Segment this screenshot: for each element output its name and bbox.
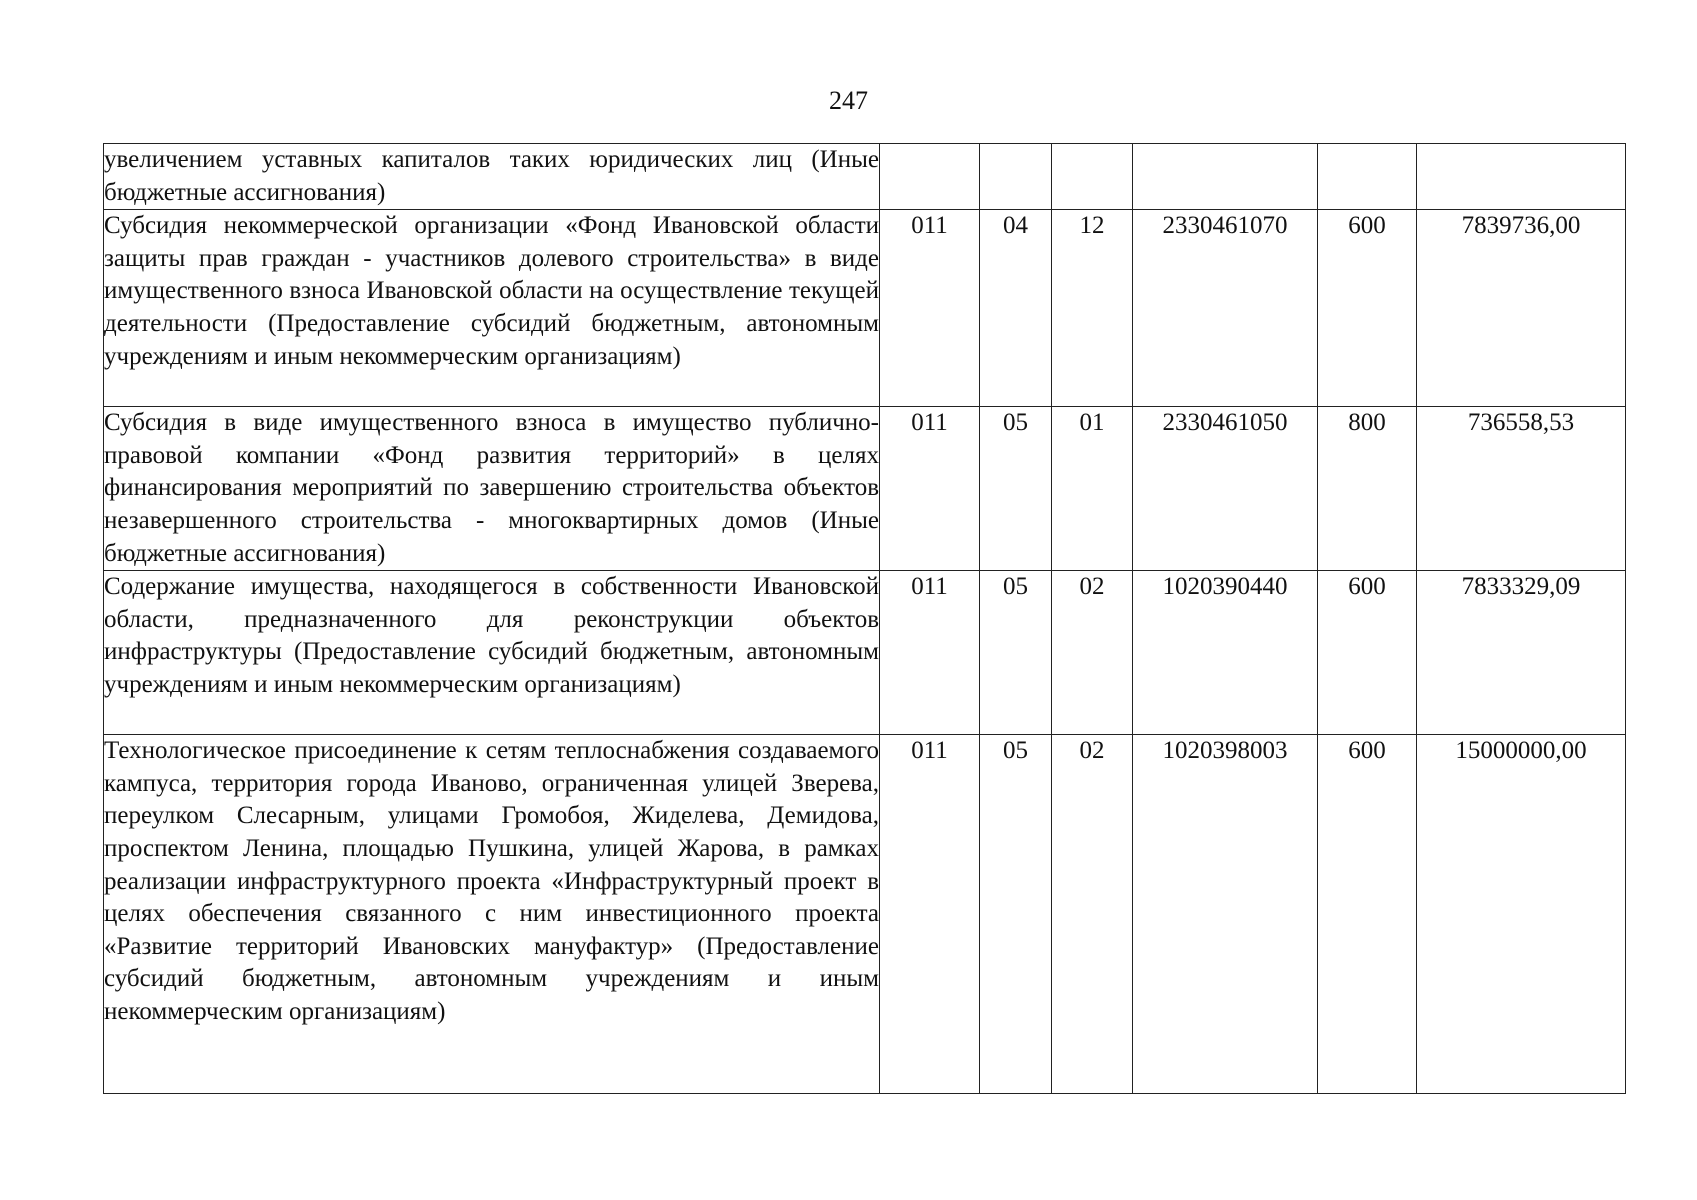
- row-expense-type-code: 600: [1318, 571, 1417, 735]
- row-target-code: 2330461050: [1133, 407, 1318, 571]
- table-row: [104, 144, 1626, 210]
- row-subsection-code: 01: [1052, 407, 1133, 571]
- row-grbs-code: 011: [880, 407, 980, 571]
- row-section-code: [980, 144, 1052, 210]
- row-grbs-code: 011: [880, 735, 980, 1094]
- row-description: увеличением уставных капиталов таких юридических лиц (Иные бюджетные ассигнования): [104, 144, 880, 210]
- row-grbs-code: 011: [880, 210, 980, 407]
- row-amount: [1417, 144, 1626, 210]
- page-number: 247: [829, 86, 868, 115]
- row-description: Технологическое присоединение к сетям теплоснабжения создаваемого кампуса, территория города Иваново, ограниченная улицей Зверева, переулком Слесарным, улицами Громобоя, Жиделева, Демидова, проспектом Ленина, площадью Пушкина, улицей Жарова, в рамках реализации инфраструктурного проекта «Инфраструктурный проект в целях обеспечения связанного с ним инвестиционного проекта «Развитие территорий Ивановских мануфактур» (Предоставление субсидий бюджетным, автономным учреждениям и иным некоммерческим организациям): [104, 735, 880, 1094]
- row-subsection-code: [1052, 144, 1133, 210]
- row-amount: 736558,53: [1417, 407, 1626, 571]
- row-expense-type-code: [1318, 144, 1417, 210]
- row-amount: 7839736,00: [1417, 210, 1626, 407]
- row-section-code: 05: [980, 571, 1052, 735]
- row-description: Субсидия некоммерческой организации «Фонд Ивановской области защиты прав граждан - участников долевого строительства» в виде имущественного взноса Ивановской области на осуществление текущей деятельности (Предоставление субсидий бюджетным, автономным учреждениям и иным некоммерческим организациям): [104, 210, 880, 407]
- budget-table: [103, 143, 1626, 1094]
- row-section-code: 05: [980, 735, 1052, 1094]
- row-target-code: 2330461070: [1133, 210, 1318, 407]
- row-subsection-code: 12: [1052, 210, 1133, 407]
- row-subsection-code: 02: [1052, 735, 1133, 1094]
- row-amount: 15000000,00: [1417, 735, 1626, 1094]
- row-amount: 7833329,09: [1417, 571, 1626, 735]
- row-target-code: 1020390440: [1133, 571, 1318, 735]
- row-section-code: 04: [980, 210, 1052, 407]
- row-expense-type-code: 600: [1318, 210, 1417, 407]
- table-row: [104, 407, 1626, 571]
- table-row: [104, 571, 1626, 735]
- row-section-code: 05: [980, 407, 1052, 571]
- row-target-code: 1020398003: [1133, 735, 1318, 1094]
- row-subsection-code: 02: [1052, 571, 1133, 735]
- row-grbs-code: [880, 144, 980, 210]
- row-expense-type-code: 600: [1318, 735, 1417, 1094]
- row-description: Содержание имущества, находящегося в собственности Ивановской области, предназначенного для реконструкции объектов инфраструктуры (Предоставление субсидий бюджетным, автономным учреждениям и иным некоммерческим организациям): [104, 571, 880, 735]
- table-row: [104, 210, 1626, 407]
- row-grbs-code: 011: [880, 571, 980, 735]
- row-description: Субсидия в виде имущественного взноса в имущество публично-правовой компании «Фонд развития территорий» в целях финансирования мероприятий по завершению строительства объектов незавершенного строительства - многоквартирных домов (Иные бюджетные ассигнования): [104, 407, 880, 571]
- row-expense-type-code: 800: [1318, 407, 1417, 571]
- row-target-code: [1133, 144, 1318, 210]
- table-row: [104, 735, 1626, 1094]
